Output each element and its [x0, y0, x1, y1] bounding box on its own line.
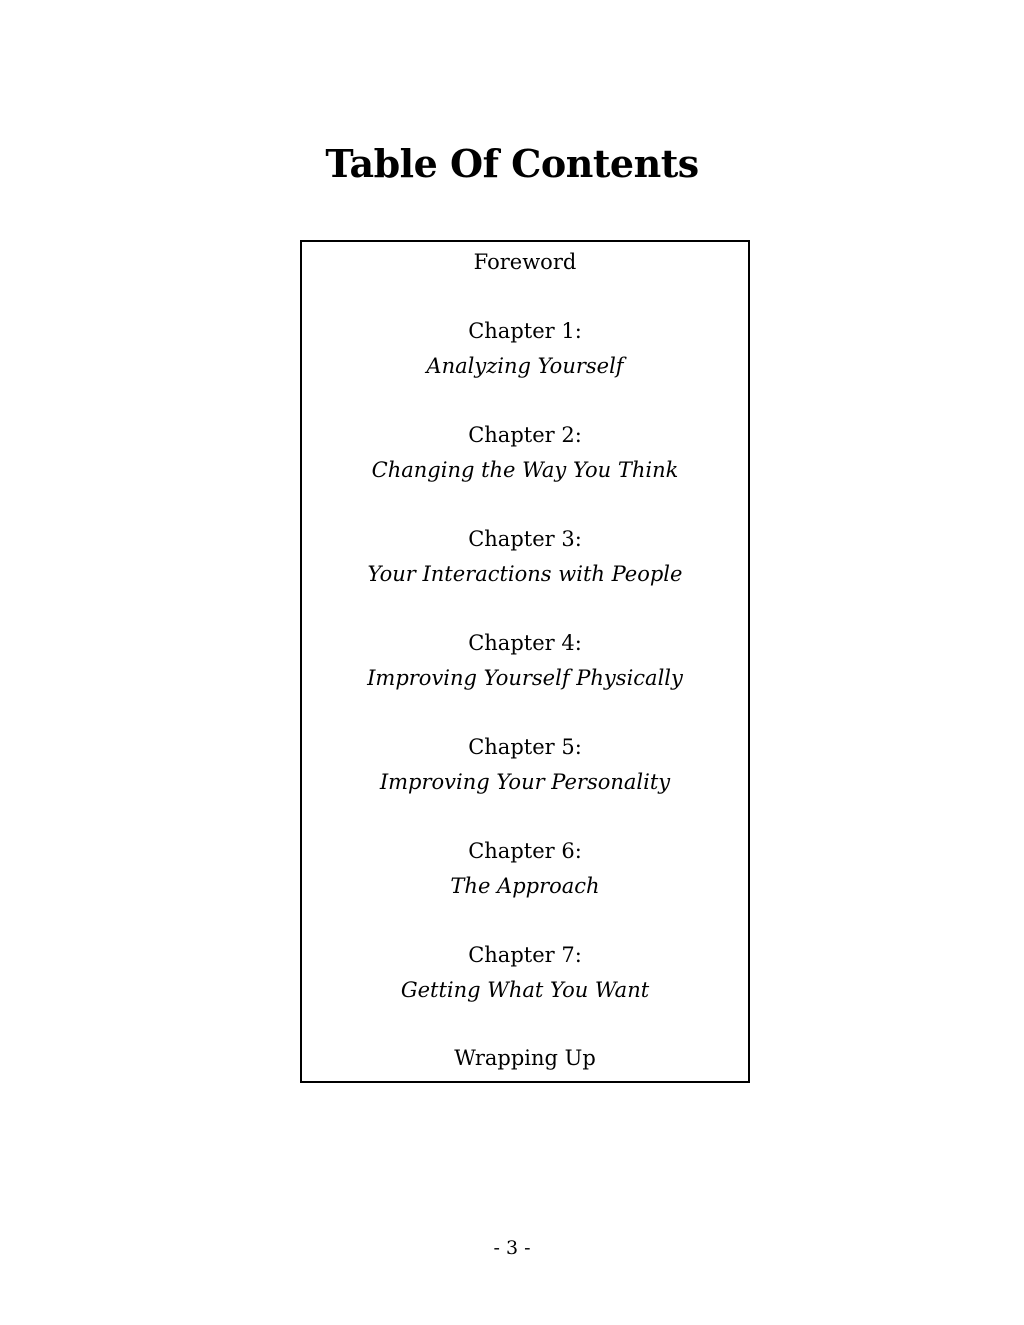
- toc-chapter-7-title: Getting What You Want: [400, 978, 650, 1002]
- toc-wrapping-up: Wrapping Up: [454, 1046, 596, 1070]
- page-title: Table Of Contents: [325, 141, 699, 186]
- toc-chapter-5-title: Improving Your Personality: [379, 770, 671, 794]
- toc-chapter-5-label: Chapter 5:: [468, 735, 582, 759]
- toc-chapter-1-label: Chapter 1:: [468, 319, 582, 343]
- toc-chapter-2-label: Chapter 2:: [468, 423, 582, 447]
- toc-chapter-3-label: Chapter 3:: [468, 527, 582, 551]
- toc-chapter-3-title: Your Interactions with People: [367, 562, 683, 586]
- toc-foreword: Foreword: [473, 250, 577, 274]
- toc-chapter-6-label: Chapter 6:: [468, 839, 582, 863]
- toc-chapter-4-title: Improving Yourself Physically: [367, 666, 683, 690]
- toc-chapter-1-title: Analyzing Yourself: [426, 354, 624, 378]
- toc-chapter-2-title: Changing the Way You Think: [371, 458, 679, 482]
- toc-chapter-4-label: Chapter 4:: [468, 631, 582, 655]
- toc-chapter-6-title: The Approach: [450, 874, 600, 898]
- toc-chapter-7-label: Chapter 7:: [468, 943, 582, 967]
- page-number: - 3 -: [493, 1237, 531, 1259]
- table-of-contents-box: [300, 240, 750, 1083]
